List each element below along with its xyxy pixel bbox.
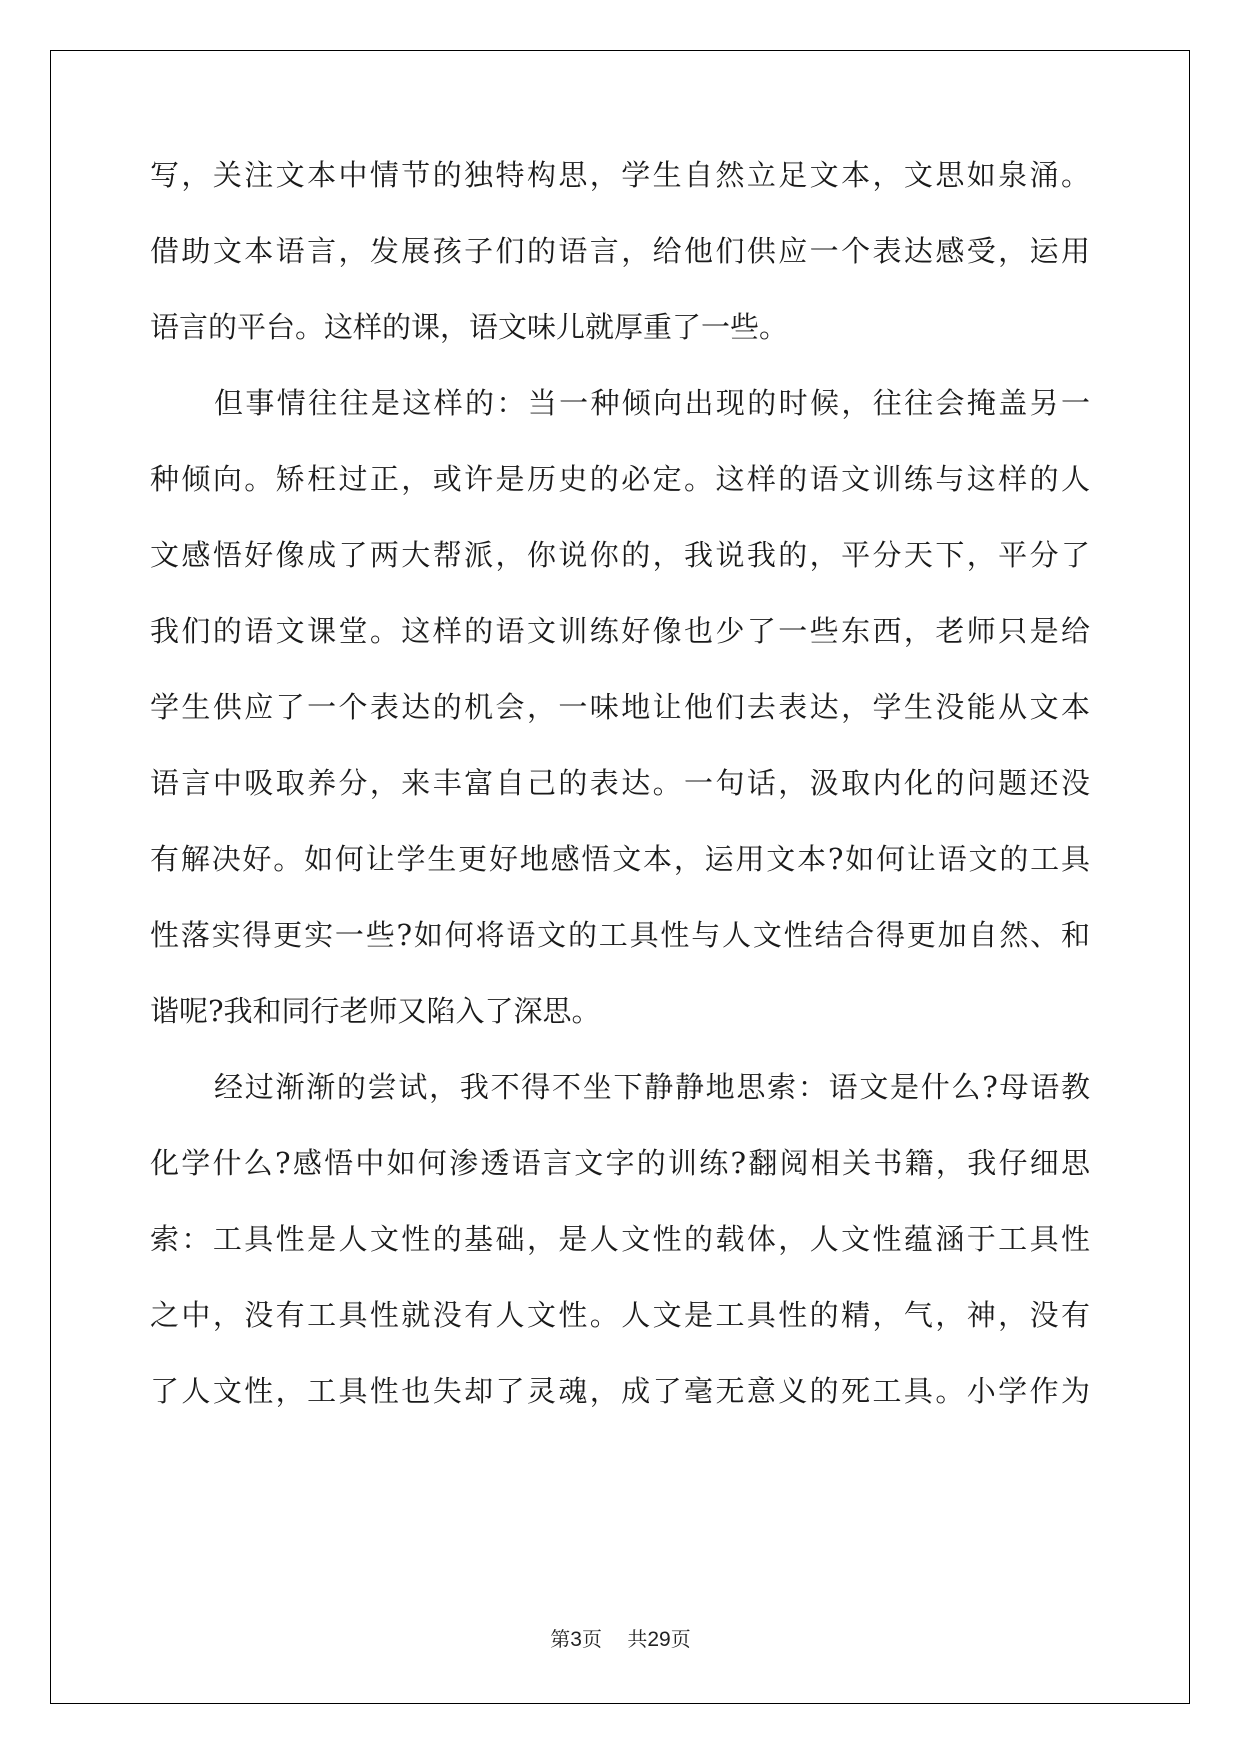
text-line: 性落实得更实一些?如何将语文的工具性与人文性结合得更加自然、和 [150,918,1090,952]
total-prefix: 共 [627,1627,648,1651]
paragraph-first-line: 经过渐渐的尝试，我不得不坐下静静地思索：语文是什么?母语教 [214,1070,1090,1104]
total-pages: 29 [647,1628,671,1651]
text-line: 索：工具性是人文性的基础，是人文性的载体，人文性蕴涵于工具性 [150,1222,1090,1256]
text-line: 文感悟好像成了两大帮派，你说你的，我说我的，平分天下，平分了 [150,538,1090,572]
text-line: 了人文性，工具性也失却了灵魂，成了毫无意义的死工具。小学作为 [150,1374,1090,1408]
text-line: 我们的语文课堂。这样的语文训练好像也少了一些东西，老师只是给 [150,614,1090,648]
text-line: 谐呢?我和同行老师又陷入了深思。 [150,994,601,1028]
text-line: 化学什么?感悟中如何渗透语言文字的训练?翻阅相关书籍，我仔细思 [150,1146,1090,1180]
text-line: 写，关注文本中情节的独特构思，学生自然立足文本，文思如泉涌。 [150,158,1090,192]
text-line: 语言中吸取养分，来丰富自己的表达。一句话，汲取内化的问题还没 [150,766,1090,800]
text-line: 有解决好。如何让学生更好地感悟文本，运用文本?如何让语文的工具 [150,842,1090,876]
text-line: 借助文本语言，发展孩子们的语言，给他们供应一个表达感受，运用 [150,234,1090,268]
page-suffix: 页 [581,1627,602,1651]
page-number: 3 [570,1628,582,1651]
text-line: 语言的平台。这样的课，语文味儿就厚重了一些。 [150,310,789,344]
text-line: 学生供应了一个表达的机会，一味地让他们去表达，学生没能从文本 [150,690,1090,724]
page-prefix: 第 [550,1627,571,1651]
paragraph-first-line: 但事情往往是这样的：当一种倾向出现的时候，往往会掩盖另一 [214,386,1090,420]
page-footer [0,1623,1241,1652]
total-suffix: 页 [670,1627,691,1651]
text-line: 之中，没有工具性就没有人文性。人文是工具性的精，气，神，没有 [150,1298,1090,1332]
text-line: 种倾向。矫枉过正，或许是历史的必定。这样的语文训练与这样的人 [150,462,1090,496]
